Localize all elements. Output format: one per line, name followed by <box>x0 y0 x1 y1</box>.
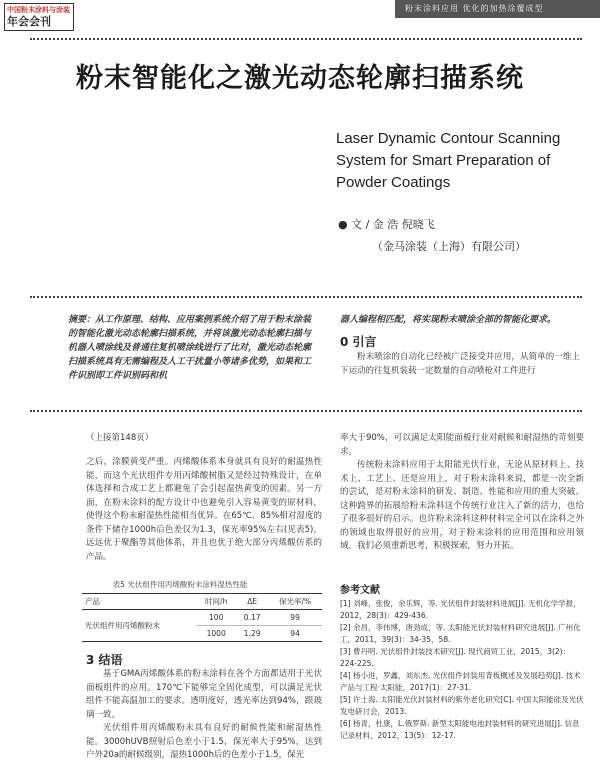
conclusion-body <box>86 668 322 763</box>
right-paragraph: 率大于90%，可以满足太阳能面板行业对耐候和耐湿热的苛刻要求。 <box>340 433 584 457</box>
abstract-left: 摘要：从工作原理、结构、应用案例系统介绍了用于粉末涂装的智能化激光动态轮廓扫描系统，并将该激光动态轮廓扫描与机器人喷涂线及普通往复机喷涂线进行了比对，激光动态轮廓扫描系统具有无需编程及人工干扰量小等诸多优势，如果和工件识别即工件识别码和机 <box>68 315 312 381</box>
reference-item: [4] 杨小进，罗鑫，刘东杰. 光伏组件封装用背板概述及发展趋势[J]. 技术产品与工程·太阳能，2017(1)：27-31. <box>340 671 581 692</box>
right-body <box>340 432 584 554</box>
references-list <box>340 598 585 742</box>
journal-subtitle: 年会会刊 <box>7 15 51 28</box>
intro-heading: 0 引言 <box>340 335 377 349</box>
title-en-line: Laser Dynamic Contour Scanning <box>336 130 561 147</box>
table-caption: 表5 光伏组件用丙烯酸粉末涂料湿热性能 <box>112 580 248 589</box>
authors: ● 文 / 金 浩 倪晓飞 <box>338 218 435 231</box>
table-header-cell: ΔE <box>236 594 268 610</box>
reference-item: [2] 余昌，李伟博，唐劲成，等. 太阳能光伏封装材料研究进展[J]. 广州化工，2011，39(3)：34-35，58. <box>340 623 581 644</box>
reference-item: [6] 杨青，杜康，L.俄罗斯. 新型太阳能电池封装材料的研究进展[J]. 信息记录材料，2012，13(5)：12-17. <box>340 719 580 740</box>
table-row <box>82 610 322 626</box>
reference-item: [1] 刘峰，张俊，余乐辉，等. 光伏组件封装材料进展[J]. 无机化学学报，2012，28(3)：429-436. <box>340 599 581 620</box>
references-heading: 参考文献 <box>340 585 380 596</box>
table-cell: 100 <box>196 610 236 626</box>
table-cell-product: 光伏组件用丙烯酸粉末 <box>82 610 196 642</box>
intro-text <box>340 351 580 378</box>
reference-item: [5] 许士海. 太阳能光伏封装材料的紫外老化研究[C]. 中国太阳能硅及光伏发电研讨会，2013. <box>340 695 584 716</box>
results-table <box>82 593 322 642</box>
section-banner: 粉末涂料应用 优化的加热涂覆成型 <box>395 0 600 18</box>
conclusion-paragraph: 光伏组件用丙烯酸粉末具有良好的耐候性能和耐湿热性能。3000hUVB照射后色差小于1.5，保光率大于95%，达到户外20a的耐候级别，湿热1000h后的色差小于1.5，保光 <box>86 723 322 760</box>
abstract-divider-top <box>30 296 582 298</box>
abstract-right: 器人编程相匹配，将实现粉末喷涂全部的智能化要求。 <box>340 315 557 325</box>
title-en-line: Powder Coatings <box>336 174 451 191</box>
table-cell: 1000 <box>196 626 236 642</box>
left-body <box>86 456 322 564</box>
conclusion-heading: 3 结语 <box>86 653 123 667</box>
journal-name: 中国粉末涂料与涂装 <box>7 6 70 14</box>
abstract-divider-bottom <box>30 410 582 412</box>
table-header-cell: 保光率/% <box>268 594 322 610</box>
continued-from-note: （上接第148页） <box>86 433 154 443</box>
continued-note <box>86 432 322 446</box>
table-cell: 94 <box>268 626 322 642</box>
table-cell: 99 <box>268 610 322 626</box>
affiliation: （金马涂装（上海）有限公司） <box>372 240 526 253</box>
table-header-cell: 产品 <box>82 594 196 610</box>
article-title-en <box>336 128 586 194</box>
reference-item: [3] 曹丹明. 光伏组件封装技术研究[J]. 现代商贸工业，2015，3(2)：224-225. <box>340 647 571 668</box>
table-cell: 0.17 <box>236 610 268 626</box>
journal-badge <box>4 3 74 31</box>
title-en-line: System for Smart Preparation of <box>336 152 551 169</box>
conclusion-paragraph: 基于GMA丙烯酸体系的粉末涂料在各个方面都适用于光伏面板组件的应用。170℃下能够完全固化成型，可以满足光伏组件不能高温加工的要求。透明度好，透光率达到94%，跟玻璃一致。 <box>86 669 322 720</box>
table-header-cell: 时间/h <box>196 594 236 610</box>
top-divider <box>30 38 582 40</box>
left-paragraph: 之后，涂膜黄变严重。丙烯酸体系本身就具有良好的耐温热性能，而这个光伏组件专用丙烯酸树脂又是经过特殊设计，在单体选择和合成工艺上都避免了会引起湿热黄变的因素。另一方面，在粉末涂料的配方设计中也避免引入容易黄变的原材料，使得这个粉末耐湿热性能相当优异。在65℃、85%相对湿度的条件下储存1000h后色差仅为1.3，保光率95%左右(见表5)，远远优于聚酯等其他体系，并且也优于绝大部分丙烯酸仿系的产品。 <box>86 457 322 562</box>
right-paragraph: 传统粉末涂料应用于太阳能光伏行业，无论从原材料上、技术上、工艺上、还是应用上，对于粉末涂料来说，都是一次全新的尝试，是对粉末涂料的研发、制造、性能和应用的重大突破。这种跨界的拓展给粉末涂料这个传统行业注入了新的活力，也给了很多很好的启示。也许粉末涂料这种材料完全可以在涂料之外的领域也取得很好的应用，对于粉末涂料的应用范围和应用领域，我们必须重新思考，积极探索，努力开拓。 <box>340 460 584 551</box>
intro-paragraph: 粉末喷涂的自动化已经被广泛接受并应用，从简单的一维上下运动的往复机装载一定数量的自动喷枪对工件进行 <box>340 352 580 376</box>
table-cell: 1.29 <box>236 626 268 642</box>
article-title-cn: 粉末智能化之激光动态轮廓扫描系统 <box>76 63 524 94</box>
